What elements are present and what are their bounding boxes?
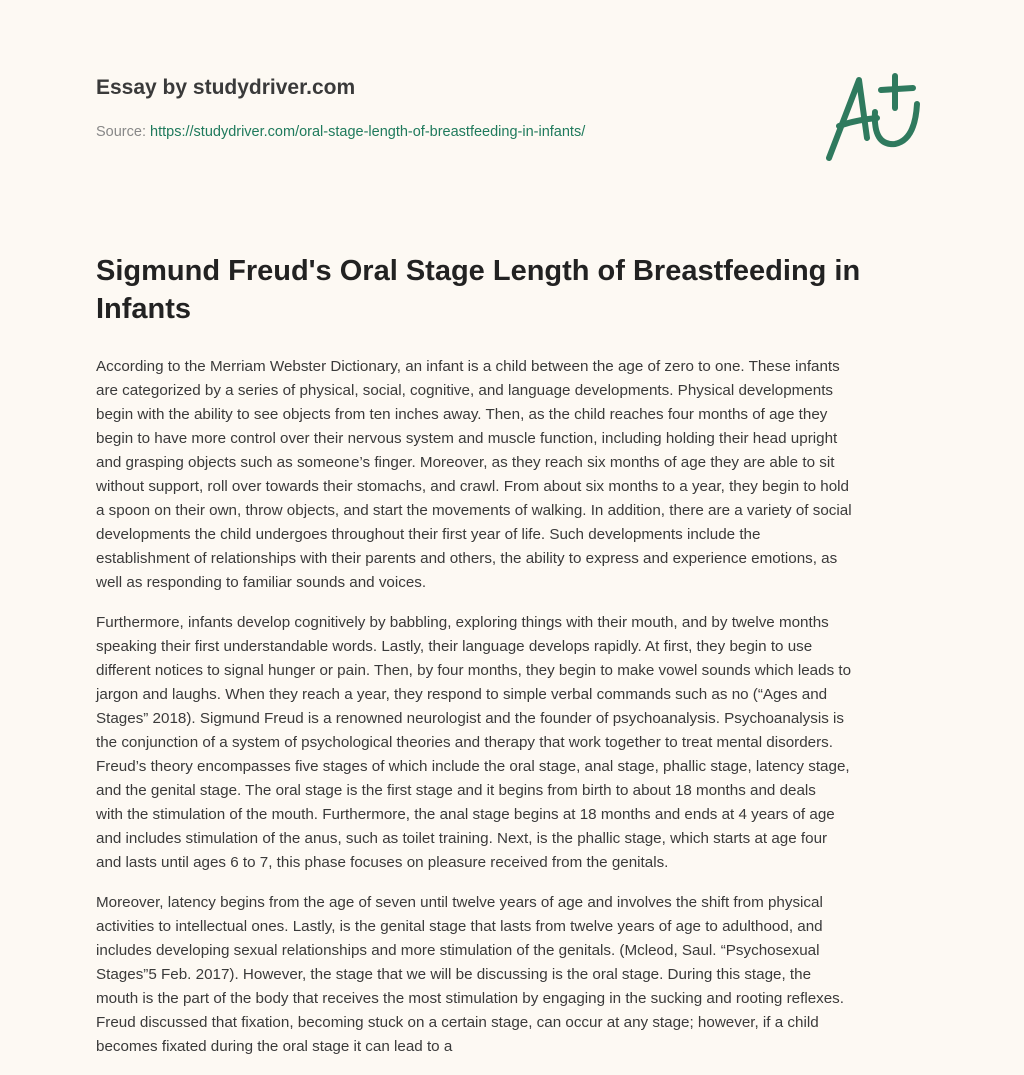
page-title: Sigmund Freud's Oral Stage Length of Breastfeeding in Infants bbox=[96, 255, 861, 325]
site-label: Essay by studydriver.com bbox=[96, 76, 356, 99]
paragraph-line: mouth is the part of the body that receives the most stimulation by engaging in the sucking and rooting reflexes. bbox=[96, 990, 844, 1007]
paragraph-line: Moreover, latency begins from the age of seven until twelve years of age and involves the shift from physical bbox=[96, 894, 823, 911]
paragraph-line: well as responding to familiar sounds and voices. bbox=[96, 574, 427, 591]
paragraph-line: Freud’s theory encompasses five stages of which include the oral stage, anal stage, phallic stage, latency stage, bbox=[96, 758, 850, 775]
essay-paragraph bbox=[96, 891, 936, 1059]
paragraph-line: and grasping objects such as someone’s finger. Moreover, as they reach six months of age they are able to sit bbox=[96, 454, 835, 471]
paragraph-line: According to the Merriam Webster Dictionary, an infant is a child between the age of zero to one. These infants bbox=[96, 358, 840, 375]
paragraph-line: the conjunction of a system of psychological theories and therapy that work together to treat mental disorders. bbox=[96, 734, 833, 751]
paragraph-line: Freud discussed that fixation, becoming stuck on a certain stage, can occur at any stage; however, if a child bbox=[96, 1014, 819, 1031]
paragraph-line: with the stimulation of the mouth. Furthermore, the anal stage begins at 18 months and ends at 4 years of age bbox=[96, 806, 835, 823]
essay-paragraph bbox=[96, 355, 936, 595]
source-label: Source: bbox=[96, 124, 146, 140]
paragraph-line: Furthermore, infants develop cognitively by babbling, exploring things with their mouth, and by twelve months bbox=[96, 614, 829, 631]
paragraph-line: Stages” 2018). Sigmund Freud is a renowned neurologist and the founder of psychoanalysis. Psychoanalysis is bbox=[96, 710, 844, 727]
paragraph-line: includes developing sexual relationships and more stimulation of the genitals. (Mcleod, Saul. “Psychosexual bbox=[96, 942, 820, 959]
paragraph-line: jargon and laughs. When they reach a year, they respond to simple verbal commands such as no (“Ages and bbox=[96, 686, 828, 703]
paragraph-line: begin to have more control over their nervous system and muscle function, including holding their head upright bbox=[96, 430, 838, 447]
paragraph-line: developments the child undergoes throughout their first year of life. Such developments include the bbox=[96, 526, 761, 543]
paragraph-line: are categorized by a series of physical, social, cognitive, and language developments. Physical developments bbox=[96, 382, 834, 399]
paragraph-line: Stages”5 Feb. 2017). However, the stage that we will be discussing is the oral stage. During this stage, the bbox=[96, 966, 812, 983]
paragraph-line: and the genital stage. The oral stage is the first stage and it begins from birth to about 18 months and deals bbox=[96, 782, 816, 799]
paragraph-line: begin with the ability to see objects from ten inches away. Then, as the child reaches four months of age they bbox=[96, 406, 828, 423]
paragraph-line: and lasts until ages 6 to 7, this phase focuses on pleasure received from the genitals. bbox=[96, 854, 669, 871]
paragraph-line: establishment of relationships with their parents and others, the ability to express and experience emotions, as bbox=[96, 550, 838, 567]
paragraph-line: speaking their first understandable words. Lastly, their language develops rapidly. At first, they begin to use bbox=[96, 638, 813, 655]
essay-body bbox=[96, 355, 936, 1075]
paragraph-line: and includes stimulation of the anus, such as toilet training. Next, is the phallic stage, which starts at age four bbox=[96, 830, 828, 847]
a-plus-logo-icon bbox=[815, 68, 935, 168]
paragraph-line: different notices to signal hunger or pain. Then, by four months, they begin to make vowel sounds which leads to bbox=[96, 662, 852, 679]
paragraph-line: activities to intellectual ones. Lastly, is the genital stage that lasts from twelve years of age to adulthood, and bbox=[96, 918, 823, 935]
paragraph-line: without support, roll over towards their stomachs, and crawl. From about six months to a year, they begin to hold bbox=[96, 478, 849, 495]
source-line bbox=[96, 124, 585, 140]
source-link[interactable]: https://studydriver.com/oral-stage-length-of-breastfeeding-in-infants/ bbox=[150, 124, 586, 140]
paragraph-line: a spoon on their own, throw objects, and start the movements of walking. In addition, there are a variety of social bbox=[96, 502, 852, 519]
essay-paragraph bbox=[96, 611, 936, 875]
paragraph-line: becomes fixated during the oral stage it can lead to a bbox=[96, 1038, 453, 1055]
